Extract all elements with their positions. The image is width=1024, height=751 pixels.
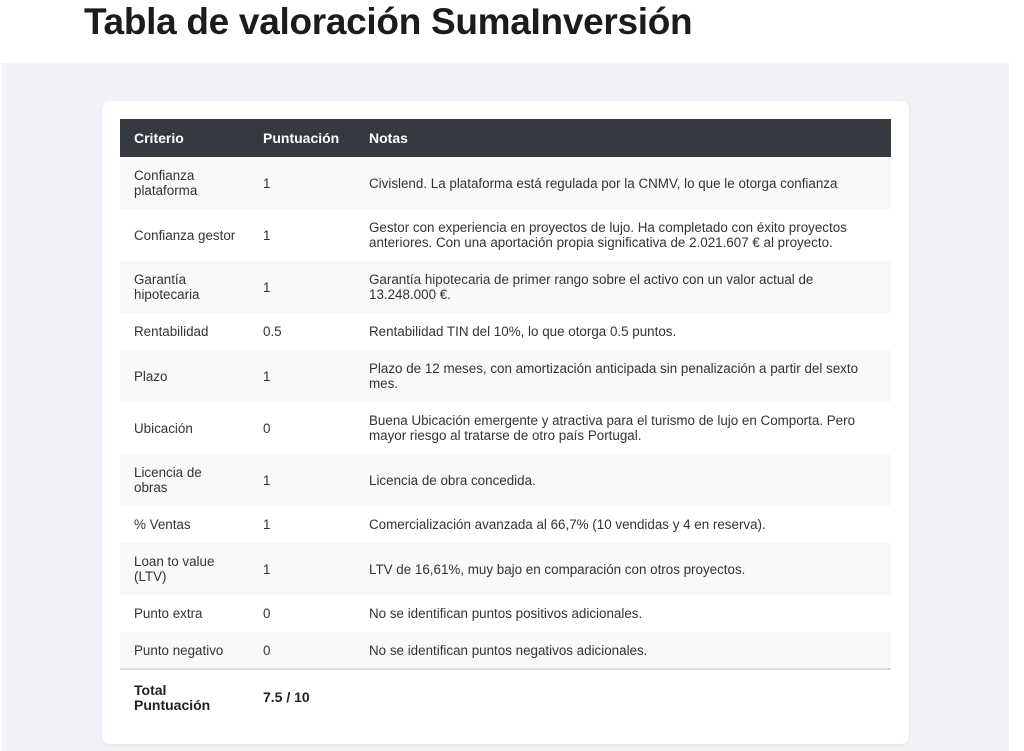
table-row xyxy=(120,595,891,632)
notas-cell: Civislend. La plataforma está regulada por la CNMV, lo que le otorga confianza xyxy=(369,175,838,191)
total-notes-cell xyxy=(355,669,891,725)
table-row xyxy=(120,543,891,595)
puntuacion-cell: 0 xyxy=(263,642,271,658)
puntuacion-cell: 0 xyxy=(263,420,271,436)
puntuacion-cell: 1 xyxy=(263,561,271,577)
table-row xyxy=(120,313,891,350)
table-row xyxy=(120,261,891,313)
criterio-cell: Punto extra xyxy=(134,606,203,621)
notas-cell: Rentabilidad TIN del 10%, lo que otorga 0.5 puntos. xyxy=(369,324,677,339)
criterio-cell: Garantía hipotecaria xyxy=(134,272,200,302)
criterio-cell: Confianza gestor xyxy=(134,227,236,243)
table-row xyxy=(120,157,891,209)
criterio-cell: % Ventas xyxy=(134,517,191,532)
notas-cell: Garantía hipotecaria de primer rango sobre el activo con un valor actual de 13.248.000 €. xyxy=(369,272,814,302)
puntuacion-cell: 1 xyxy=(263,472,271,488)
total-label: Total Puntuación xyxy=(120,669,250,725)
puntuacion-cell: 0 xyxy=(263,606,271,621)
criterio-cell: Plazo xyxy=(134,368,168,384)
table-row xyxy=(120,632,891,669)
puntuacion-cell: 1 xyxy=(263,368,271,384)
notas-cell: LTV de 16,61%, muy bajo en comparación con otros proyectos. xyxy=(369,561,746,577)
criterio-cell: Confianza plataforma xyxy=(134,168,198,198)
table-row xyxy=(120,506,891,543)
table-row xyxy=(120,209,891,261)
puntuacion-cell: 1 xyxy=(263,227,271,243)
table-row xyxy=(120,454,891,506)
header-criterio: Criterio xyxy=(120,119,250,157)
puntuacion-cell: 1 xyxy=(263,279,271,295)
notas-cell: Gestor con experiencia en proyectos de lujo. Ha completado con éxito proyectos anteriores. Con una aportación propia significativa de 2.021.607 € al proyecto. xyxy=(369,220,847,250)
table-header-row xyxy=(120,119,891,157)
notas-cell: Licencia de obra concedida. xyxy=(369,472,536,488)
criterio-cell: Punto negativo xyxy=(134,642,224,658)
puntuacion-cell: 0.5 xyxy=(263,324,282,339)
notas-cell: No se identifican puntos negativos adicionales. xyxy=(369,642,648,658)
total-value: 7.5 / 10 xyxy=(250,669,355,725)
header-notas: Notas xyxy=(355,119,891,157)
puntuacion-cell: 1 xyxy=(263,175,271,191)
page-title: Tabla de valoración SumaInversión xyxy=(84,1,693,42)
notas-cell: Plazo de 12 meses, con amortización anticipada sin penalización a partir del sexto mes. xyxy=(369,361,859,391)
notas-cell: Comercialización avanzada al 66,7% (10 vendidas y 4 en reserva). xyxy=(369,517,766,532)
puntuacion-cell: 1 xyxy=(263,517,271,532)
rating-card xyxy=(102,101,909,744)
notas-cell: Buena Ubicación emergente y atractiva para el turismo de lujo en Comporta. Pero mayor riesgo al tratarse de otro país Portugal. xyxy=(369,413,856,443)
criterio-cell: Rentabilidad xyxy=(134,324,209,339)
header-puntuacion: Puntuación xyxy=(250,119,355,157)
criterio-cell: Licencia de obras xyxy=(134,465,202,495)
total-row xyxy=(120,669,891,725)
notas-cell: No se identifican puntos positivos adicionales. xyxy=(369,606,643,621)
table-row xyxy=(120,350,891,402)
rating-table xyxy=(120,119,891,725)
table-row xyxy=(120,402,891,454)
criterio-cell: Loan to value (LTV) xyxy=(134,554,215,584)
criterio-cell: Ubicación xyxy=(134,420,193,436)
